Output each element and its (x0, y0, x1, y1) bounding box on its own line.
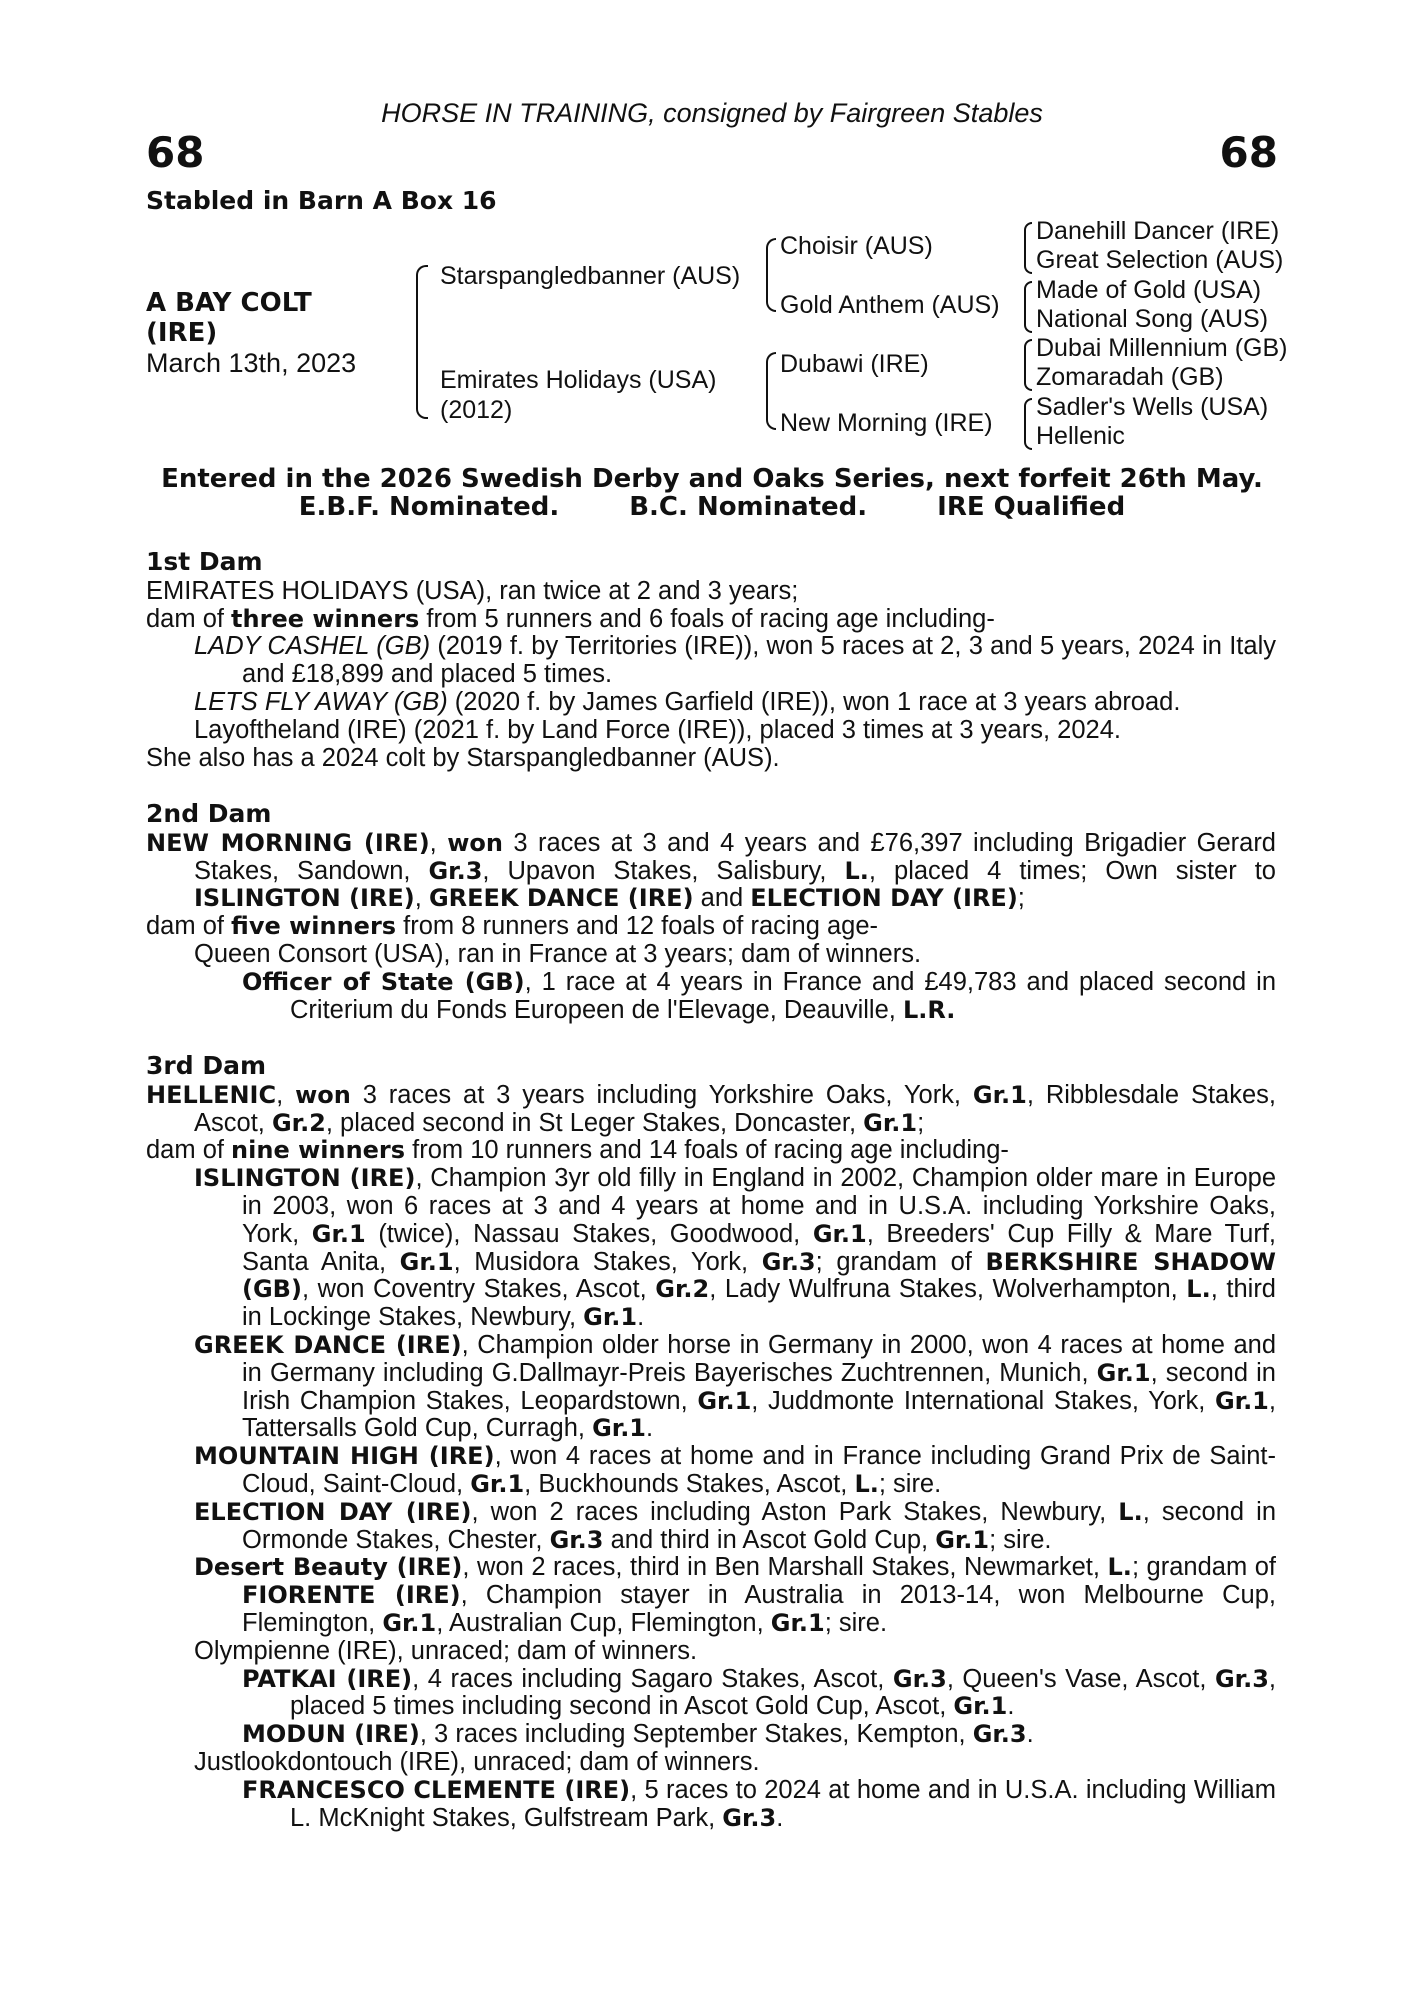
second-dam-produce-summary: dam of five winners from 8 runners and 12 foals of racing age- (146, 912, 879, 941)
pedigree-brace-main (416, 265, 428, 419)
pedigree-sire-sire: Choisir (AUS) (780, 232, 933, 260)
produce-layoftheland: Layoftheland (IRE) (2021 f. by Land Force (IRE)), placed 3 times at 3 years, 2024. (194, 715, 1121, 744)
produce-desert-beauty: Desert Beauty (IRE), won 2 races, third in Ben Marshall Stakes, Newmarket, L.; grandam of FIORENTE (IRE), Champion stayer in Australia in 2013-14, won Melbourne Cup, Flemington, Gr.1, Australian Cup, Flemington, Gr.1; sire. (194, 1553, 1277, 1637)
pedigree-dam-dam: New Morning (IRE) (780, 409, 993, 437)
third-dam-record: HELLENIC, won 3 races at 3 years including Yorkshire Oaks, York, Gr.1, Ribblesdale Stakes, Ascot, Gr.2, placed second in St Leger Stakes, Doncaster, Gr.1; (146, 1080, 1276, 1137)
produce-lets-fly-away: LETS FLY AWAY (GB) (2020 f. by James Garfield (IRE)), won 1 race at 3 years abroad. (194, 687, 1181, 716)
horse-description (146, 288, 356, 378)
first-dam-heading: 1st Dam (146, 547, 263, 576)
produce-mountain-high: MOUNTAIN HIGH (IRE), won 4 races at home and in France including Grand Prix de Saint-Cloud, Saint-Cloud, Gr.1, Buckhounds Stakes, Ascot, L.; sire. (194, 1442, 1277, 1498)
pedigree-sds: Made of Gold (USA) (1036, 276, 1262, 304)
ire-qualified: IRE Qualified (937, 492, 1126, 522)
produce-2024-colt: She also has a 2024 colt by Starspangledbanner (AUS). (146, 743, 780, 772)
produce-islington: ISLINGTON (IRE), Champion 3yr old filly in England in 2002, Champion older mare in Europe in 2003, won 6 races at 3 and 4 years at home and in U.S.A. including Yorkshire Oaks, York, Gr.1 (twice), Nassau Stakes, Goodwood, Gr.1, Breeders' Cup Filly & Mare Turf, Santa Anita, Gr.1, Musidora Stakes, York, Gr.3; grandam of BERKSHIRE SHADOW (GB), won Coventry Stakes, Ascot, Gr.2, Lady Wulfruna Stakes, Wolverhampton, L., third in Lockinge Stakes, Newbury, Gr.1. (194, 1164, 1276, 1332)
third-dam-produce-summary: dam of nine winners from 10 runners and 14 foals of racing age including- (146, 1136, 1009, 1165)
produce-modun: MODUN (IRE), 3 races including September Stakes, Kempton, Gr.3. (242, 1720, 1034, 1749)
lot-number-right: 68 (1219, 128, 1278, 177)
produce-election-day: ELECTION DAY (IRE), won 2 races including Aston Park Stakes, Newbury, L., second in Ormonde Stakes, Chester, Gr.3 and third in Ascot Gold Cup, Gr.1; sire. (194, 1497, 1277, 1554)
first-dam-produce-summary: dam of three winners from 5 runners and 6 foals of racing age including- (146, 604, 995, 633)
bc-nominated: B.C. Nominated. (629, 492, 868, 522)
pedigree-brace-dd (1024, 398, 1032, 450)
pedigree-brace-sd (1024, 281, 1032, 333)
produce-justlookdontouch: Justlookdontouch (IRE), unraced; dam of winners. (194, 1747, 760, 1776)
pedigree-dss: Dubai Millennium (GB) (1036, 334, 1288, 362)
produce-greek-dance: GREEK DANCE (IRE), Champion older horse in Germany in 2000, won 4 races at home and in Germany including G.Dallmayr-Preis Bayerisches Zuchtrennen, Munich, Gr.1, second in Irish Champion Stakes, Leopardstown, Gr.1, Juddmonte International Stakes, York, Gr.1, Tattersalls Gold Cup, Curragh, Gr.1. (194, 1330, 1277, 1443)
pedigree-brace-dam (766, 352, 776, 430)
entry-derby-oaks: Entered in the 2026 Swedish Derby and Oaks Series, next forfeit 26th May. (161, 464, 1263, 494)
horse-foaled-date: March 13th, 2023 (146, 348, 357, 378)
pedigree-dds: Sadler's Wells (USA) (1036, 393, 1269, 421)
pedigree-sire: Starspangledbanner (AUS) (440, 262, 741, 290)
nominations-line (0, 493, 1424, 521)
pedigree-sdd: National Song (AUS) (1036, 305, 1269, 333)
entries-block (0, 465, 1424, 521)
pedigree-ddd: Hellenic (1036, 422, 1125, 450)
lot-number-left: 68 (146, 128, 205, 177)
pedigree-brace-ds (1024, 339, 1032, 391)
pedigree-sss: Danehill Dancer (IRE) (1036, 217, 1280, 245)
first-dam-summary: EMIRATES HOLIDAYS (USA), ran twice at 2 and 3 years; (146, 576, 799, 605)
third-dam-section (146, 1052, 1276, 1832)
first-dam-section (146, 548, 1276, 772)
pedigree-dam: Emirates Holidays (USA) (440, 366, 717, 394)
pedigree-dam-sire: Dubawi (IRE) (780, 350, 929, 378)
produce-patkai: PATKAI (IRE), 4 races including Sagaro Stakes, Ascot, Gr.3, Queen's Vase, Ascot, Gr.3, placed 5 times including second in Ascot Gold Cup, Ascot, Gr.1. (242, 1664, 1277, 1721)
second-dam-heading: 2nd Dam (146, 799, 272, 828)
produce-lady-cashel: LADY CASHEL (GB) (2019 f. by Territories (IRE)), won 5 races at 2, 3 and 5 years, 2024 in Italy and £18,899 and placed 5 times. (194, 632, 1276, 689)
horse-name-line1: A BAY COLT (146, 288, 312, 318)
pedigree-brace-ss (1024, 222, 1032, 274)
produce-queen-consort: Queen Consort (USA), ran in France at 3 years; dam of winners. (194, 939, 922, 968)
horse-name-line2: (IRE) (146, 318, 218, 348)
pedigree-brace-sire (766, 238, 776, 312)
ebf-nominated: E.B.F. Nominated. (298, 492, 560, 522)
pedigree-dsd: Zomaradah (GB) (1036, 363, 1224, 391)
produce-olympienne: Olympienne (IRE), unraced; dam of winners. (194, 1636, 698, 1665)
second-dam-section (146, 800, 1276, 1024)
third-dam-heading: 3rd Dam (146, 1051, 266, 1080)
stabled-location: Stabled in Barn A Box 16 (146, 186, 497, 215)
pedigree-ssd: Great Selection (AUS) (1036, 246, 1284, 274)
catalogue-header: HORSE IN TRAINING, consigned by Fairgreen Stables (381, 98, 1043, 128)
pedigree-dam-year: (2012) (440, 396, 513, 424)
produce-officer-of-state: Officer of State (GB), 1 race at 4 years in France and £49,783 and placed second in Criterium du Fonds Europeen de l'Elevage, Deauville, L.R. (242, 967, 1276, 1024)
produce-francesco-clemente: FRANCESCO CLEMENTE (IRE), 5 races to 2024 at home and in U.S.A. including William L. McKnight Stakes, Gulfstream Park, Gr.3. (242, 1775, 1276, 1832)
second-dam-record: NEW MORNING (IRE), won 3 races at 3 and 4 years and £76,397 including Brigadier Gerard Stakes, Sandown, Gr.3, Upavon Stakes, Salisbury, L., placed 4 times; Own sister to ISLINGTON (IRE), GREEK DANCE (IRE) and ELECTION DAY (IRE); (146, 828, 1276, 913)
pedigree-sire-dam: Gold Anthem (AUS) (780, 291, 1000, 319)
